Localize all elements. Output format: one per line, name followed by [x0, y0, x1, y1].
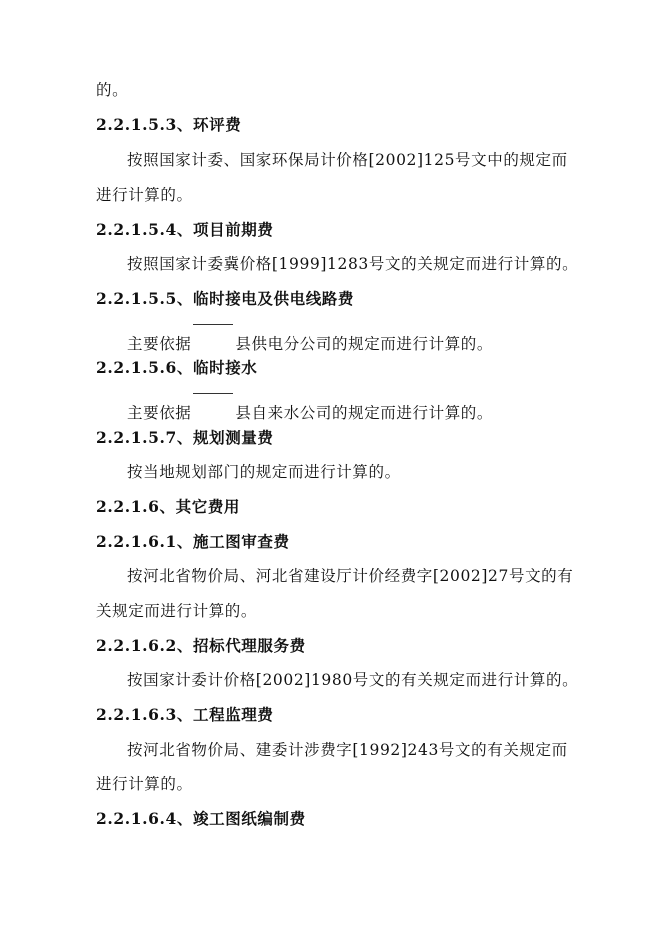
text-segment: 主要依据 — [127, 335, 192, 353]
text-line — [127, 393, 493, 423]
blank-fill-line — [193, 324, 233, 339]
section-heading: 2.2.1.5.7、规划测量费 — [96, 428, 274, 447]
section-heading: 2.2.1.6、其它费用 — [96, 497, 241, 516]
section-heading: 2.2.1.6.3、工程监理费 — [96, 705, 274, 724]
text-line: 按河北省物价局、建委计涉费字[1992]243号文的有关规定而 — [127, 741, 568, 759]
section-heading: 2.2.1.5.3、环评费 — [96, 115, 242, 134]
text-line: 进行计算的。 — [96, 186, 193, 204]
text-segment: 县供电分公司的规定而进行计算的。 — [235, 335, 494, 353]
text-line — [127, 324, 493, 354]
section-heading: 2.2.1.6.4、竣工图纸编制费 — [96, 809, 306, 828]
text-line: 进行计算的。 — [96, 775, 193, 793]
blank-fill-line — [193, 393, 233, 408]
text-segment: 主要依据 — [127, 404, 192, 422]
section-heading: 2.2.1.5.5、临时接电及供电线路费 — [96, 289, 355, 308]
section-heading: 2.2.1.6.1、施工图审查费 — [96, 532, 290, 551]
text-line: 的。 — [96, 81, 129, 99]
text-line: 按国家计委计价格[2002]1980号文的有关规定而进行计算的。 — [127, 671, 579, 689]
section-heading: 2.2.1.5.6、临时接水 — [96, 358, 258, 377]
text-line: 按照国家计委、国家环保局计价格[2002]125号文中的规定而 — [127, 151, 568, 169]
text-segment: 县自来水公司的规定而进行计算的。 — [235, 404, 494, 422]
text-line: 按河北省物价局、河北省建设厅计价经费字[2002]27号文的有 — [127, 567, 574, 585]
text-line: 按照国家计委冀价格[1999]1283号文的关规定而进行计算的。 — [127, 255, 579, 273]
text-line: 按当地规划部门的规定而进行计算的。 — [127, 463, 401, 481]
section-heading: 2.2.1.6.2、招标代理服务费 — [96, 636, 306, 655]
section-heading: 2.2.1.5.4、项目前期费 — [96, 220, 274, 239]
text-line: 关规定而进行计算的。 — [96, 602, 258, 620]
